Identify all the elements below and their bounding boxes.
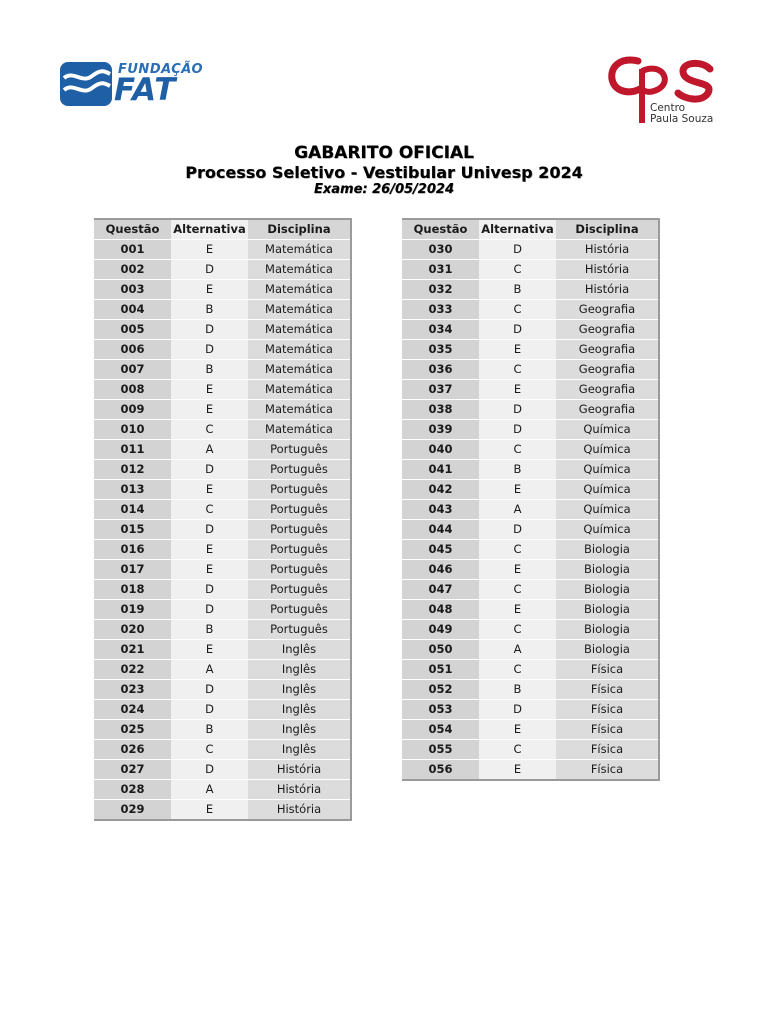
table-row [94, 700, 351, 720]
question-number: 050 [402, 640, 479, 660]
table-row [402, 420, 659, 440]
subject: Química [556, 460, 659, 480]
subject: Física [556, 720, 659, 740]
subject: Português [248, 460, 351, 480]
answer-alternative: E [171, 400, 248, 420]
table-row [94, 360, 351, 380]
subject: História [556, 260, 659, 280]
subject: História [248, 800, 351, 821]
answer-alternative: E [171, 380, 248, 400]
question-number: 034 [402, 320, 479, 340]
answer-alternative: B [479, 460, 556, 480]
table-row [402, 720, 659, 740]
table-row [94, 720, 351, 740]
answer-alternative: C [479, 260, 556, 280]
question-number: 022 [94, 660, 171, 680]
table-row [94, 440, 351, 460]
table-row [402, 260, 659, 280]
question-number: 020 [94, 620, 171, 640]
header-questao: Questão [402, 219, 479, 240]
subject: Matemática [248, 260, 351, 280]
table-row [402, 500, 659, 520]
table-row [402, 280, 659, 300]
table-row [402, 580, 659, 600]
question-number: 046 [402, 560, 479, 580]
answer-alternative: E [171, 240, 248, 260]
question-number: 004 [94, 300, 171, 320]
answer-alternative: A [479, 640, 556, 660]
question-number: 014 [94, 500, 171, 520]
table-row [94, 280, 351, 300]
question-number: 007 [94, 360, 171, 380]
answer-alternative: B [171, 300, 248, 320]
table-row [94, 580, 351, 600]
table-header-row [94, 219, 351, 240]
answer-alternative: E [479, 560, 556, 580]
answer-alternative: D [171, 760, 248, 780]
answer-alternative: E [171, 640, 248, 660]
table-row [94, 500, 351, 520]
question-number: 025 [94, 720, 171, 740]
subject: Geografia [556, 340, 659, 360]
question-number: 033 [402, 300, 479, 320]
question-number: 024 [94, 700, 171, 720]
subject: Física [556, 660, 659, 680]
subject: Português [248, 600, 351, 620]
question-number: 039 [402, 420, 479, 440]
subject: Física [556, 760, 659, 781]
subject: Física [556, 700, 659, 720]
subject: Inglês [248, 740, 351, 760]
answer-alternative: E [479, 720, 556, 740]
subject: Química [556, 440, 659, 460]
subject: Física [556, 740, 659, 760]
fat-logo-top-text: FUNDAÇÃO [118, 62, 204, 77]
question-number: 018 [94, 580, 171, 600]
table-row [94, 760, 351, 780]
table-row [402, 640, 659, 660]
subject: Português [248, 500, 351, 520]
answer-alternative: D [171, 580, 248, 600]
question-number: 038 [402, 400, 479, 420]
header-disciplina: Disciplina [248, 219, 351, 240]
question-number: 015 [94, 520, 171, 540]
subject: Matemática [248, 420, 351, 440]
subject: Biologia [556, 580, 659, 600]
answer-alternative: E [171, 800, 248, 821]
table-row [94, 380, 351, 400]
question-number: 043 [402, 500, 479, 520]
answer-alternative: C [479, 300, 556, 320]
answer-alternative: E [479, 600, 556, 620]
answer-alternative: D [479, 320, 556, 340]
question-number: 027 [94, 760, 171, 780]
document-title: GABARITO OFICIAL [294, 143, 474, 163]
answer-alternative: D [479, 520, 556, 540]
answer-alternative: D [171, 600, 248, 620]
question-number: 056 [402, 760, 479, 781]
subject: História [556, 240, 659, 260]
table-row [94, 420, 351, 440]
cps-logo-caption [650, 103, 713, 125]
question-number: 048 [402, 600, 479, 620]
subject: Biologia [556, 540, 659, 560]
table-row [402, 560, 659, 580]
answer-alternative: D [479, 240, 556, 260]
header-alternativa: Alternativa [171, 219, 248, 240]
question-number: 010 [94, 420, 171, 440]
table-row [402, 760, 659, 781]
table-row [402, 520, 659, 540]
answer-alternative: E [171, 560, 248, 580]
subject: Química [556, 420, 659, 440]
subject: Matemática [248, 340, 351, 360]
answer-alternative: A [171, 440, 248, 460]
subject: Biologia [556, 640, 659, 660]
table-row [402, 660, 659, 680]
question-number: 044 [402, 520, 479, 540]
question-number: 045 [402, 540, 479, 560]
table-row [402, 680, 659, 700]
table-row [94, 740, 351, 760]
question-number: 005 [94, 320, 171, 340]
answer-alternative: C [171, 740, 248, 760]
answer-alternative: A [171, 780, 248, 800]
answer-alternative: D [171, 520, 248, 540]
question-number: 021 [94, 640, 171, 660]
table-row [402, 340, 659, 360]
table-row [94, 600, 351, 620]
table-row [94, 660, 351, 680]
answer-table-right [402, 218, 660, 781]
table-row [94, 480, 351, 500]
question-number: 042 [402, 480, 479, 500]
table-row [94, 780, 351, 800]
question-number: 028 [94, 780, 171, 800]
subject: História [248, 780, 351, 800]
subject: Português [248, 580, 351, 600]
question-number: 017 [94, 560, 171, 580]
question-number: 009 [94, 400, 171, 420]
answer-alternative: D [171, 700, 248, 720]
table-row [94, 620, 351, 640]
fundacao-fat-logo [60, 60, 210, 108]
table-row [402, 240, 659, 260]
subject: Português [248, 440, 351, 460]
table-row [94, 320, 351, 340]
cps-line-2: Paula Souza [650, 113, 714, 125]
table-row [402, 600, 659, 620]
answer-alternative: B [479, 680, 556, 700]
question-number: 052 [402, 680, 479, 700]
answer-alternative: E [479, 480, 556, 500]
table-row [94, 560, 351, 580]
table-row [402, 360, 659, 380]
subject: Português [248, 620, 351, 640]
subject: História [556, 280, 659, 300]
table-row [94, 520, 351, 540]
answer-alternative: C [171, 500, 248, 520]
question-number: 036 [402, 360, 479, 380]
question-number: 041 [402, 460, 479, 480]
question-number: 051 [402, 660, 479, 680]
subject: Inglês [248, 680, 351, 700]
table-row [94, 260, 351, 280]
subject: Inglês [248, 700, 351, 720]
table-row [402, 460, 659, 480]
table-row [402, 380, 659, 400]
question-number: 053 [402, 700, 479, 720]
answer-alternative: B [171, 620, 248, 640]
table-row [94, 640, 351, 660]
subject: Matemática [248, 380, 351, 400]
subject: Matemática [248, 400, 351, 420]
answer-alternative: C [479, 620, 556, 640]
question-number: 026 [94, 740, 171, 760]
answer-alternative: E [171, 280, 248, 300]
subject: Inglês [248, 660, 351, 680]
answer-alternative: C [479, 360, 556, 380]
fat-wave-icon [60, 62, 112, 106]
answer-alternative: E [479, 340, 556, 360]
subject: Física [556, 680, 659, 700]
subject: Matemática [248, 360, 351, 380]
answer-alternative: D [171, 460, 248, 480]
answer-alternative: C [479, 440, 556, 460]
answer-alternative: E [171, 540, 248, 560]
question-number: 030 [402, 240, 479, 260]
answer-alternative: D [479, 400, 556, 420]
question-number: 003 [94, 280, 171, 300]
subject: Química [556, 520, 659, 540]
question-number: 054 [402, 720, 479, 740]
answer-alternative: D [479, 700, 556, 720]
subject: Geografia [556, 320, 659, 340]
answer-alternative: A [171, 660, 248, 680]
answer-alternative: C [479, 580, 556, 600]
table-row [94, 680, 351, 700]
question-number: 013 [94, 480, 171, 500]
subject: Português [248, 560, 351, 580]
answer-alternative: C [479, 540, 556, 560]
table-row [402, 320, 659, 340]
table-row [94, 460, 351, 480]
table-row [402, 440, 659, 460]
subject: Química [556, 500, 659, 520]
question-number: 037 [402, 380, 479, 400]
table-row [402, 300, 659, 320]
header-questao: Questão [94, 219, 171, 240]
question-number: 032 [402, 280, 479, 300]
subject: Matemática [248, 320, 351, 340]
answer-alternative: B [479, 280, 556, 300]
table-row [94, 300, 351, 320]
question-number: 049 [402, 620, 479, 640]
subject: Geografia [556, 300, 659, 320]
cps-line-1: Centro [650, 102, 686, 114]
subject: Geografia [556, 400, 659, 420]
exam-date: Exame: 26/05/2024 [314, 182, 454, 197]
table-row [402, 400, 659, 420]
subject: Matemática [248, 300, 351, 320]
answer-alternative: D [171, 260, 248, 280]
table-row [402, 740, 659, 760]
question-number: 019 [94, 600, 171, 620]
answer-alternative: B [171, 720, 248, 740]
table-row [94, 800, 351, 821]
subject: Português [248, 540, 351, 560]
subject: Português [248, 520, 351, 540]
table-row [94, 540, 351, 560]
answer-alternative: D [479, 420, 556, 440]
answer-alternative: D [171, 320, 248, 340]
answer-alternative: C [479, 740, 556, 760]
table-row [94, 240, 351, 260]
answer-alternative: D [171, 680, 248, 700]
question-number: 040 [402, 440, 479, 460]
subject: Biologia [556, 560, 659, 580]
subject: Biologia [556, 600, 659, 620]
question-number: 035 [402, 340, 479, 360]
table-row [94, 340, 351, 360]
question-number: 006 [94, 340, 171, 360]
question-number: 055 [402, 740, 479, 760]
subject: Inglês [248, 640, 351, 660]
table-row [402, 540, 659, 560]
question-number: 023 [94, 680, 171, 700]
question-number: 016 [94, 540, 171, 560]
answer-alternative: E [171, 480, 248, 500]
centro-paula-souza-logo [608, 55, 718, 130]
question-number: 029 [94, 800, 171, 821]
question-number: 011 [94, 440, 171, 460]
question-number: 008 [94, 380, 171, 400]
answer-alternative: B [171, 360, 248, 380]
document-subtitle: Processo Seletivo - Vestibular Univesp 2024 [185, 163, 583, 182]
question-number: 001 [94, 240, 171, 260]
answer-table-left [94, 218, 352, 821]
subject: Matemática [248, 280, 351, 300]
subject: Geografia [556, 360, 659, 380]
table-header-row [402, 219, 659, 240]
answer-alternative: D [171, 340, 248, 360]
answer-alternative: A [479, 500, 556, 520]
subject: Química [556, 480, 659, 500]
answer-alternative: E [479, 760, 556, 781]
table-row [402, 700, 659, 720]
answer-alternative: C [479, 660, 556, 680]
subject: Português [248, 480, 351, 500]
question-number: 031 [402, 260, 479, 280]
subject: História [248, 760, 351, 780]
header-alternativa: Alternativa [479, 219, 556, 240]
subject: Inglês [248, 720, 351, 740]
table-row [402, 620, 659, 640]
answer-alternative: E [479, 380, 556, 400]
question-number: 012 [94, 460, 171, 480]
subject: Geografia [556, 380, 659, 400]
subject: Matemática [248, 240, 351, 260]
table-row [94, 400, 351, 420]
question-number: 002 [94, 260, 171, 280]
answer-alternative: C [171, 420, 248, 440]
question-number: 047 [402, 580, 479, 600]
subject: Biologia [556, 620, 659, 640]
header-disciplina: Disciplina [556, 219, 659, 240]
table-row [402, 480, 659, 500]
fat-logo-main-text: FAT [114, 72, 177, 108]
